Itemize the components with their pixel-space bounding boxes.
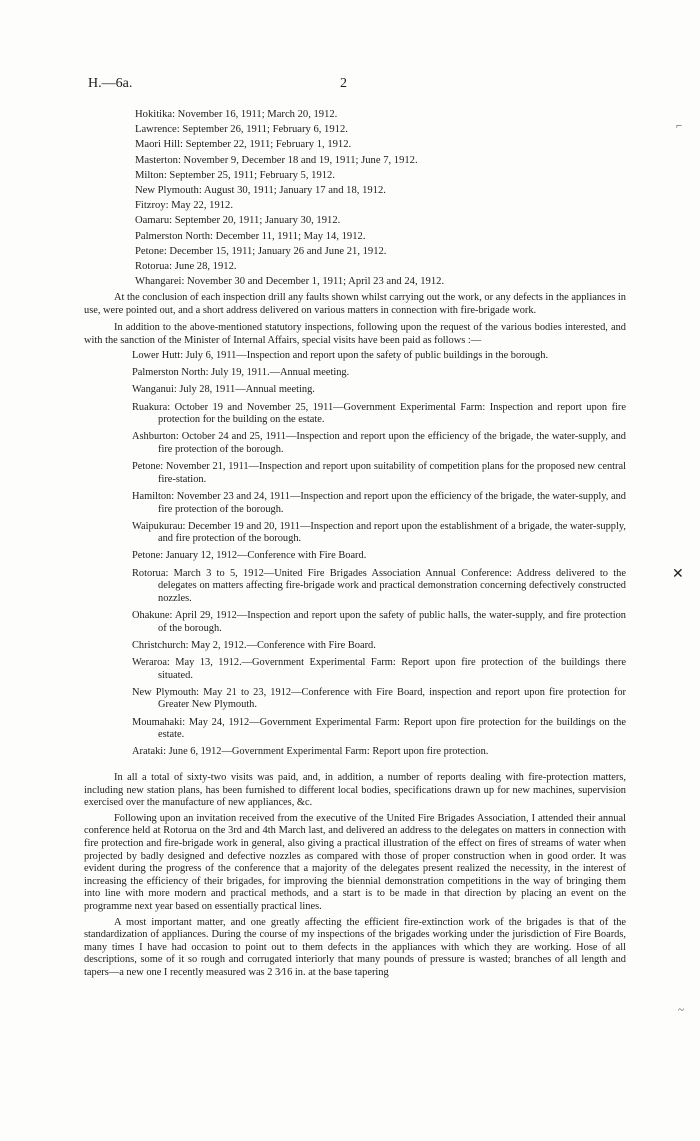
intro-section — [84, 292, 626, 347]
list-item: Wanganui: July 28, 1911—Annual meeting. — [132, 384, 315, 396]
list-item: New Plymouth: May 21 to 23, 1912—Conference with Fire Board, inspection and report upon fire protection for Greater New Plymouth. — [132, 686, 626, 711]
list-item: Hokitika: November 16, 1911; March 20, 1912. — [135, 109, 338, 120]
list-item: Weraroa: May 13, 1912.—Government Experimental Farm: Report upon fire protection of the buildings there situated. — [132, 657, 626, 681]
list-item: Oamaru: September 20, 1911; January 30, 1912. — [135, 215, 341, 227]
list-item: Masterton: November 9, December 18 and 19, 1911; June 7, 1912. — [135, 154, 418, 166]
list-item: Lower Hutt: July 6, 1911—Inspection and report upon the safety of public buildings in the borough. — [132, 350, 549, 361]
list-item: Lawrence: September 26, 1911; February 6, 1912. — [135, 124, 348, 136]
list-item: Petone: November 21, 1911—Inspection and report upon suitability of competition plans for the proposed new central fire-station. — [132, 461, 626, 485]
list-item: Palmerston North: December 11, 1911; May 14, 1912. — [135, 230, 366, 242]
list-item: Rotorua: March 3 to 5, 1912—United Fire Brigades Association Annual Conference: Address delivered to the delegates on matters affecting fire-brigade work and practical demonstration concerning defectively constructed nozzles. — [132, 567, 626, 604]
list-item: Christchurch: May 2, 1912.—Conference with Fire Board. — [132, 639, 376, 651]
margin-mark: ✕ — [672, 567, 684, 582]
list-item: Petone: December 15, 1911; January 26 and June 21, 1912. — [135, 245, 387, 257]
list-item: Milton: September 25, 1911; February 5, 1912. — [135, 169, 335, 181]
margin-mark: ⌐ — [676, 120, 683, 132]
list-item: Maori Hill: September 22, 1911; February 1, 1912. — [135, 139, 352, 151]
special-visits-intro-paragraph: In addition to the above-mentioned statutory inspections, following upon the request of the various bodies interested, and with the sanction of the Minister of Internal Affairs, special visits have been paid as follows :— — [84, 322, 626, 346]
total-visits-paragraph: In all a total of sixty-two visits was paid, and, in addition, a number of reports dealing with fire-protection matters, including new station plans, has been furnished to different local bodies, specifications drawn up for new machines, supervision exercised over the manufacture of new appliances, &c. — [84, 772, 626, 809]
list-item: Ashburton: October 24 and 25, 1911—Inspection and report upon the efficiency of the brigade, the water-supply, and fire protection of the borough. — [132, 431, 626, 455]
document-code: H.—6a. — [88, 76, 133, 91]
standardization-paragraph: A most important matter, and one greatly affecting the efficient fire-extinction work of the brigades is that of the standardization of appliances. During the course of my inspections of the brigades working under the jurisdiction of Fire Boards, many times I have had occasion to point out to them defects in the appliances with which they are working. Hose of all descriptions, some of it so rough and corrugated interiorly that many pounds of pressure is wasted; branches of all length and tapers—a new one I recently measured was 2 3⁄16 in. at the base tapering — [84, 916, 626, 978]
list-item: Waipukurau: December 19 and 20, 1911—Inspection and report upon the establishment of a brigade, the water-supply, and fire protection of the borough. — [132, 520, 626, 545]
closing-section — [84, 772, 626, 980]
page-number: 2 — [340, 76, 347, 91]
list-item: Ohakune: April 29, 1912—Inspection and report upon the safety of public halls, the water-supply, and fire protection of the borough. — [132, 610, 626, 634]
list-item: Hamilton: November 23 and 24, 1911—Inspection and report upon the efficiency of the brigade, the water-supply, and fire protection of the borough. — [132, 490, 626, 515]
list-item: Moumahaki: May 24, 1912—Government Experimental Farm: Report upon fire protection for the buildings on the estate. — [132, 716, 626, 741]
page-header — [88, 76, 628, 96]
list-item: New Plymouth: August 30, 1911; January 17 and 18, 1912. — [135, 185, 386, 197]
list-item: Rotorua: June 28, 1912. — [135, 261, 237, 273]
list-item: Petone: January 12, 1912—Conference with Fire Board. — [132, 550, 367, 562]
list-item: Fitzroy: May 22, 1912. — [135, 200, 233, 212]
conclusion-paragraph: At the conclusion of each inspection drill any faults shown whilst carrying out the work, or any defects in the appliances in use, were pointed out, and a short address delivered on various matters in connection with fire-brigade work. — [84, 292, 626, 316]
list-item: Palmerston North: July 19, 1911.—Annual meeting. — [132, 367, 350, 379]
list-item: Arataki: June 6, 1912—Government Experimental Farm: Report upon fire protection. — [132, 746, 489, 758]
conference-paragraph: Following upon an invitation received from the executive of the United Fire Brigades Association, I attended their annual conference held at Rotorua on the 3rd and 4th March last, and delivered an address to the delegates on matters in connection with fire protection and fire-brigade work in general, also giving a practical illustration of the effect on fires of streams of water when projected by badly designed and defective nozzles as compared with those of proper construction when in good order. It was evident during the progress of the conference that a majority of the delegates present realized the necessity, in the interest of increasing the efficiency of their brigades, for improving the biennial demonstration competitions in the way of bringing them into line with more modern and practical methods, and a start is to be made in that direction by placing an event on the programme next year based on essentially practical lines. — [84, 812, 626, 912]
special-visits-list — [132, 350, 626, 764]
list-item: Whangarei: November 30 and December 1, 1911; April 23 and 24, 1912. — [135, 276, 445, 288]
list-item: Ruakura: October 19 and November 25, 1911—Government Experimental Farm: Inspection and report upon fire protection for the building on the estate. — [132, 401, 626, 426]
inspection-dates-list — [135, 107, 615, 289]
margin-mark: ~ — [678, 1004, 684, 1016]
